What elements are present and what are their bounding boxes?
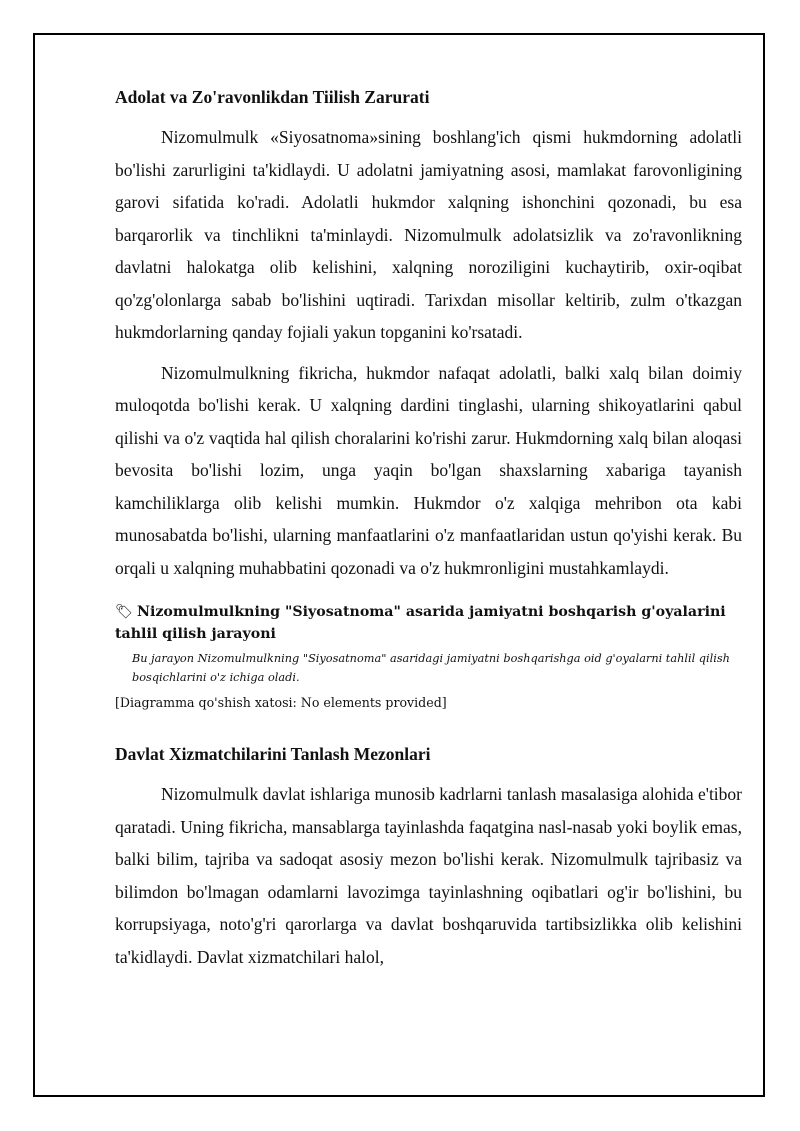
section-heading-civil-servants: Davlat Xizmatchilarini Tanlash Mezonlari bbox=[115, 744, 431, 764]
figure-title bbox=[115, 601, 742, 645]
paragraph-ruler-dialogue: Nizomulmulkning fikricha, hukmdor nafaqat adolatli, balki xalq bilan doimiy muloqotda bo'lishi kerak. U xalqning dardini tinglashi, ularning shikoyatlarini qabul qilishi va o'z vaqtida hal qilish choralarini ko'rishi zarur. Hukmdorning xalq bilan aloqasi bevosita bo'lishi lozim, unga yaqin bo'lgan shaxslarning xabariga tayanish kamchiliklarga olib kelishi mumkin. Hukmdor o'z xalqiga mehribon ota kabi munosabatda bo'lishi, ularning manfaatlarini o'z manfaatlaridan ustun qo'yishi kerak. Bu orqali u xalqning muhabbatini qozonadi va o'z hukmronligini mustahkamlaydi. bbox=[115, 362, 742, 578]
paragraph-selection-criteria: Nizomulmulk davlat ishlariga munosib kadrlarni tanlash masalasiga alohida e'tibor qaratadi. Uning fikricha, mansablarga tayinlashda faqatgina nasl-nasab yoki boylik emas, balki bilim, tajriba va sadoqat asosiy mezon bo'lishi kerak. Nizomulmulk tajribasiz va bilimdon bo'lmagan odamlarni lavozimga tayinlashning oqibatlari og'ir bo'lishini, bu korrupsiyaga, noto'g'ri qarorlarga va davlat boshqaruvida tartibsizlikka olib kelishini ta'kidlaydi. Davlat xizmatchilari halol, bbox=[115, 784, 742, 967]
document-body bbox=[115, 84, 742, 981]
tag-icon: 🏷 bbox=[115, 604, 134, 620]
paragraph-justice-intro: Nizomulmulk «Siyosatnoma»sining boshlang'ich qismi hukmdorning adolatli bo'lishi zarurligini ta'kidlaydi. U adolatni jamiyatning asosi, mamlakat farovonligining garovi sifatida ko'radi. Adolatli hukmdor xalqning ishonchini qozonadi, bu esa barqarorlik va tinchlikni ta'minlaydi. Nizomulmulk adolatsizlik va zo'ravonlikning davlatni halokatga olib kelishini, xalqning noroziligini kuchaytirib, oxir-oqibat qo'zg'olonlarga sabab bo'lishini uqtiradi. Tarixdan misollar keltirib, zulm o'tkazgan hukmdorlarning qanday fojiali yakun topganini ko'rsatadi. bbox=[115, 127, 742, 342]
figure-block bbox=[115, 601, 742, 713]
section-heading-justice: Adolat va Zo'ravonlikdan Tiilish Zarurati bbox=[115, 87, 430, 107]
figure-title-text: Nizomulmulkning "Siyosatnoma" asarida jamiyatni boshqarish g'oyalarini tahlil qilish jarayoni bbox=[115, 604, 726, 642]
diagram-error-message: [Diagramma qo'shish xatosi: No elements provided] bbox=[115, 695, 447, 710]
figure-description: Bu jarayon Nizomulmulkning "Siyosatnoma" asaridagi jamiyatni boshqarishga oid g'oyalarni tahlil qilish bosqichlarini o'z ichiga oladi. bbox=[132, 652, 730, 684]
section-civil-servants bbox=[115, 741, 742, 973]
